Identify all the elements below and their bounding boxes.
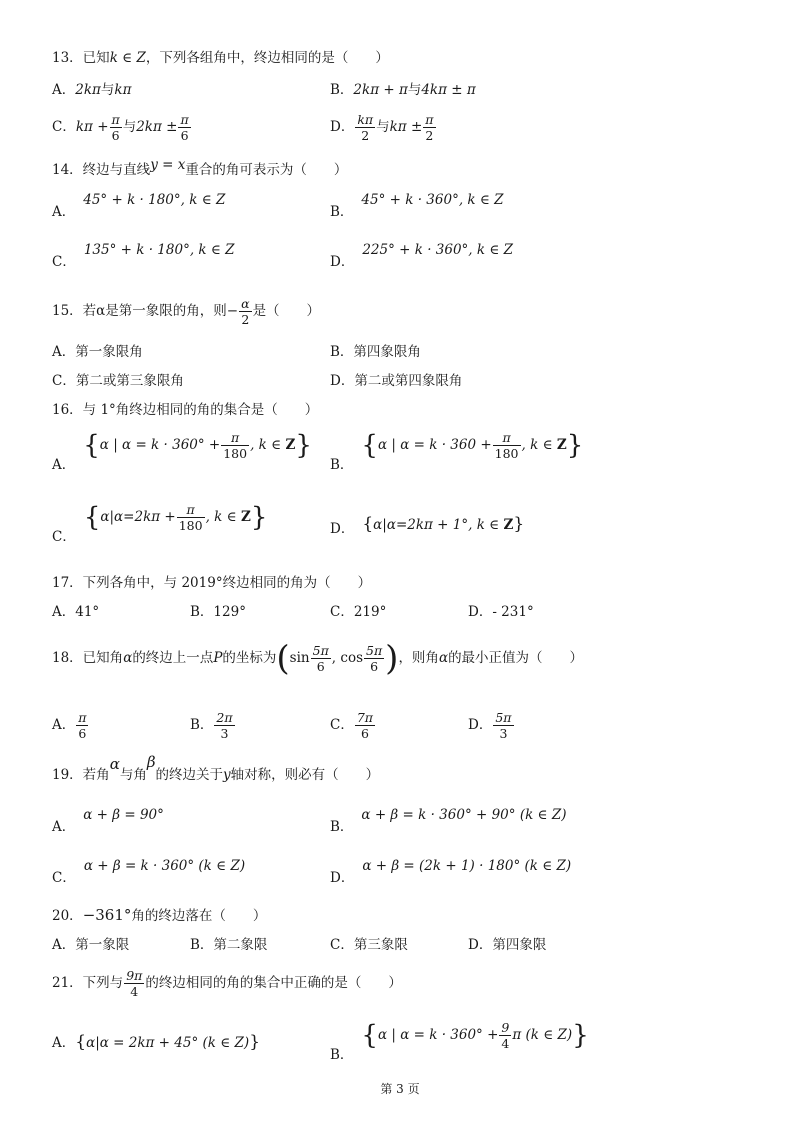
q18-option-c (330, 710, 376, 741)
fraction (76, 710, 88, 741)
q14-option-a (52, 190, 226, 220)
right-paren: ) (385, 638, 399, 679)
q19-option-d (330, 856, 572, 886)
math-expr: 4kπ ± π (421, 82, 476, 98)
denominator: 4 (130, 984, 139, 999)
question-18-stem (52, 640, 583, 677)
q19-prefix: 19．若角 (52, 767, 110, 783)
q20-option-a: A．第一象限 (52, 937, 130, 953)
numerator: π (180, 112, 189, 127)
q13-prefix: 13．已知 (52, 50, 110, 66)
fraction (423, 112, 435, 143)
option-label: A． (52, 717, 76, 733)
numerator: 9π (126, 968, 143, 983)
q15-prefix: 15．若α是第一象限的角，则 (52, 303, 227, 319)
left-brace: { (362, 514, 374, 534)
fraction (214, 710, 234, 741)
fraction (355, 112, 375, 143)
fraction (355, 710, 375, 741)
left-brace: { (75, 1032, 87, 1052)
q15-option-a: A．第一象限角 (52, 344, 143, 360)
q20-angle: −361° (82, 906, 132, 924)
math-expr: kπ + (75, 119, 109, 135)
math-expr: α | α = k · 360 + (377, 437, 492, 453)
numerator: π (221, 430, 249, 446)
fraction (311, 643, 331, 674)
option-label: A． (52, 82, 76, 98)
q18-option-a (52, 710, 89, 741)
numerator: 9 (501, 1020, 510, 1035)
q21-prefix: 21．下列与 (52, 975, 124, 991)
alpha-symbol: α (123, 650, 133, 666)
integer-set-symbol: Z (285, 437, 296, 453)
q16-option-c (52, 502, 268, 545)
q17-option-d: D．- 231° (468, 604, 534, 620)
option-label: B． (330, 457, 354, 473)
q18-suffix: 的最小正值为（ ） (448, 650, 584, 666)
math-expr: α|α=2kπ + 1°, k ∈ (373, 517, 500, 533)
q13-condition: k ∈ Z (109, 50, 146, 66)
q19-option-a (52, 805, 164, 835)
right-brace: } (566, 430, 584, 461)
fraction (364, 643, 384, 674)
right-brace: } (250, 502, 268, 533)
math-expr: α | α = k · 360° + (99, 437, 221, 453)
numerator: kπ (357, 112, 374, 127)
q14-equation: y = x (150, 157, 186, 173)
point-p-symbol: P (213, 650, 223, 666)
option-label: C． (52, 529, 76, 545)
q16-option-b (330, 430, 584, 473)
q19-option-c (52, 856, 246, 886)
connector-text: 与 (122, 119, 137, 135)
math-expr: 45° + k · 360°, k ∈ Z (361, 192, 504, 208)
numerator: π (177, 502, 205, 518)
q19-suffix: 轴对称，则必有（ ） (230, 767, 380, 783)
left-brace: { (83, 502, 101, 533)
math-expr: kπ ± (389, 119, 423, 135)
page-number: 第 3 页 (380, 1082, 420, 1096)
math-expr: 225° + k · 360°, k ∈ Z (362, 242, 514, 258)
q21-suffix: 的终边相同的角的集合中正确的是（ ） (145, 975, 402, 991)
q18-option-b (190, 710, 236, 741)
denominator: 6 (316, 659, 325, 674)
left-brace: { (361, 1020, 378, 1051)
option-label: B． (190, 717, 214, 733)
option-label: B． (330, 1047, 354, 1063)
option-label: D． (330, 870, 355, 886)
right-brace: } (249, 1032, 261, 1052)
numerator: 7π (356, 710, 374, 725)
math-expr: α|α = 2kπ + 45° (k ∈ Z) (86, 1035, 250, 1051)
denominator: 6 (360, 726, 369, 741)
q13-option-d (330, 112, 437, 143)
q18-text: ，则角 (398, 650, 439, 666)
minus-sign: − (226, 303, 239, 319)
numerator: 5π (366, 643, 383, 658)
denominator: 180 (223, 446, 248, 461)
numerator: α (241, 296, 250, 311)
fraction (124, 968, 144, 999)
q20-suffix: 角的终边落在（ ） (131, 908, 267, 924)
math-expr: 45° + k · 180°, k ∈ Z (83, 192, 226, 208)
question-21-stem (52, 966, 402, 1000)
denominator: 2 (425, 128, 434, 143)
math-expr: 2kπ + π (353, 82, 408, 98)
q15-suffix: 是（ ） (252, 303, 321, 319)
fraction (110, 112, 122, 143)
numerator: π (111, 112, 120, 127)
integer-set-symbol: Z (240, 509, 251, 525)
q14-prefix: 14．终边与直线 (52, 162, 151, 178)
fraction (221, 430, 249, 461)
numerator: π (425, 112, 434, 127)
q20-option-d: D．第四象限 (468, 937, 547, 953)
left-brace: { (83, 430, 100, 461)
math-expr: α + β = k · 360° + 90° (k ∈ Z) (361, 807, 567, 823)
denominator: 2 (361, 128, 370, 143)
numerator: 5π (312, 643, 329, 658)
option-label: B． (330, 819, 354, 835)
numerator: π (493, 430, 521, 446)
fraction (499, 1020, 511, 1051)
q20-prefix: 20． (52, 908, 83, 924)
q15-option-c: C．第二或第三象限角 (52, 373, 184, 389)
option-label: B． (330, 204, 354, 220)
connector-text: 与 (100, 82, 115, 98)
q19-text: 的终边关于 (155, 767, 223, 783)
option-label: D． (330, 521, 355, 537)
q13-option-a (52, 80, 131, 100)
numerator: 5π (495, 710, 512, 725)
math-expr: α + β = 90° (83, 807, 164, 823)
denominator: 180 (494, 446, 519, 461)
q14-option-b (330, 190, 504, 220)
math-expr: , k ∈ (521, 437, 553, 453)
question-20-stem (52, 905, 266, 926)
q17-option-b: B．129° (190, 604, 246, 620)
denominator: 6 (111, 128, 120, 143)
q18-text: 的终边上一点 (132, 650, 214, 666)
math-expr: , k ∈ (250, 437, 282, 453)
denominator: 6 (78, 726, 87, 741)
math-expr: 2kπ (75, 82, 101, 98)
alpha-symbol: α (109, 755, 120, 773)
q20-option-c: C．第三象限 (330, 937, 408, 953)
right-brace: } (572, 1020, 589, 1051)
option-label: C． (52, 254, 76, 270)
q18-prefix: 18．已知角 (52, 650, 124, 666)
fraction (178, 112, 190, 143)
option-label: C． (330, 717, 354, 733)
fraction (239, 296, 251, 327)
fraction (177, 502, 205, 533)
right-brace: } (295, 430, 312, 461)
math-expr: α|α=2kπ + (100, 509, 176, 525)
option-label: A． (52, 1035, 76, 1051)
denominator: 3 (499, 726, 508, 741)
option-label: A． (52, 204, 76, 220)
numerator: π (78, 710, 87, 725)
numerator: 2π (216, 710, 233, 725)
sin-label: sin (289, 650, 310, 666)
math-expr: π (k ∈ Z) (512, 1027, 573, 1043)
q16-option-a (52, 430, 312, 473)
y-axis-symbol: y (223, 767, 231, 783)
integer-set-symbol: Z (503, 517, 514, 533)
option-label: C． (52, 870, 76, 886)
option-label: D． (468, 717, 493, 733)
denominator: 3 (220, 726, 229, 741)
question-19-stem (52, 753, 380, 785)
q13-suffix: ，下列各组角中，终边相同的是（ ） (145, 50, 389, 66)
q15-option-d: D．第二或第四象限角 (330, 373, 463, 389)
fraction (493, 430, 521, 461)
math-expr: , k ∈ (205, 509, 237, 525)
right-brace: } (513, 514, 525, 534)
option-label: A． (52, 457, 76, 473)
cos-label: , cos (331, 650, 363, 666)
q18-text: 的坐标为 (222, 650, 277, 666)
math-expr: 2kπ ± (136, 119, 178, 135)
denominator: 4 (501, 1036, 510, 1051)
option-label: D． (330, 254, 355, 270)
q20-option-b: B．第二象限 (190, 937, 268, 953)
integer-set-symbol: Z (556, 437, 567, 453)
q17-option-c: C．219° (330, 604, 387, 620)
math-expr: 135° + k · 180°, k ∈ Z (83, 242, 235, 258)
q17-option-a: A．41° (52, 604, 100, 620)
left-paren: ( (276, 638, 290, 679)
question-13-stem (52, 48, 389, 68)
option-label: A． (52, 819, 76, 835)
q13-option-b (330, 80, 476, 100)
q14-suffix: 重合的角可表示为（ ） (185, 162, 348, 178)
denominator: 6 (180, 128, 189, 143)
math-expr: α + β = (2k + 1) · 180° (k ∈ Z) (362, 858, 572, 874)
q14-option-c (52, 240, 235, 270)
denominator: 6 (370, 659, 379, 674)
q16-option-d (330, 514, 524, 535)
math-expr: α | α = k · 360° + (377, 1027, 499, 1043)
question-17-stem: 17．下列各角中，与 2019°终边相同的角为（ ） (52, 575, 372, 591)
option-label: C． (52, 119, 76, 135)
option-label: D． (330, 119, 355, 135)
q18-option-d (468, 710, 515, 741)
denominator: 2 (241, 312, 250, 327)
option-label: B． (330, 82, 354, 98)
question-15-stem (52, 296, 320, 327)
q19-option-b (330, 805, 567, 835)
q15-option-b: B．第四象限角 (330, 344, 421, 360)
question-14-stem (52, 157, 348, 180)
alpha-symbol: α (438, 650, 449, 666)
q21-option-a (52, 1032, 260, 1053)
connector-text: 与 (376, 119, 390, 135)
question-16-stem: 16．与 1°角终边相同的角的集合是（ ） (52, 402, 319, 418)
math-expr: α + β = k · 360° (k ∈ Z) (83, 858, 246, 874)
fraction (493, 710, 513, 741)
q14-option-d (330, 240, 514, 270)
connector-text: 与 (407, 82, 422, 98)
left-brace: { (361, 430, 378, 461)
q21-option-b (330, 1020, 589, 1063)
math-expr: kπ (114, 82, 132, 98)
q19-text: 与角 (119, 767, 147, 783)
beta-symbol: β (146, 753, 156, 771)
denominator: 180 (178, 518, 203, 533)
q13-option-c (52, 112, 192, 143)
